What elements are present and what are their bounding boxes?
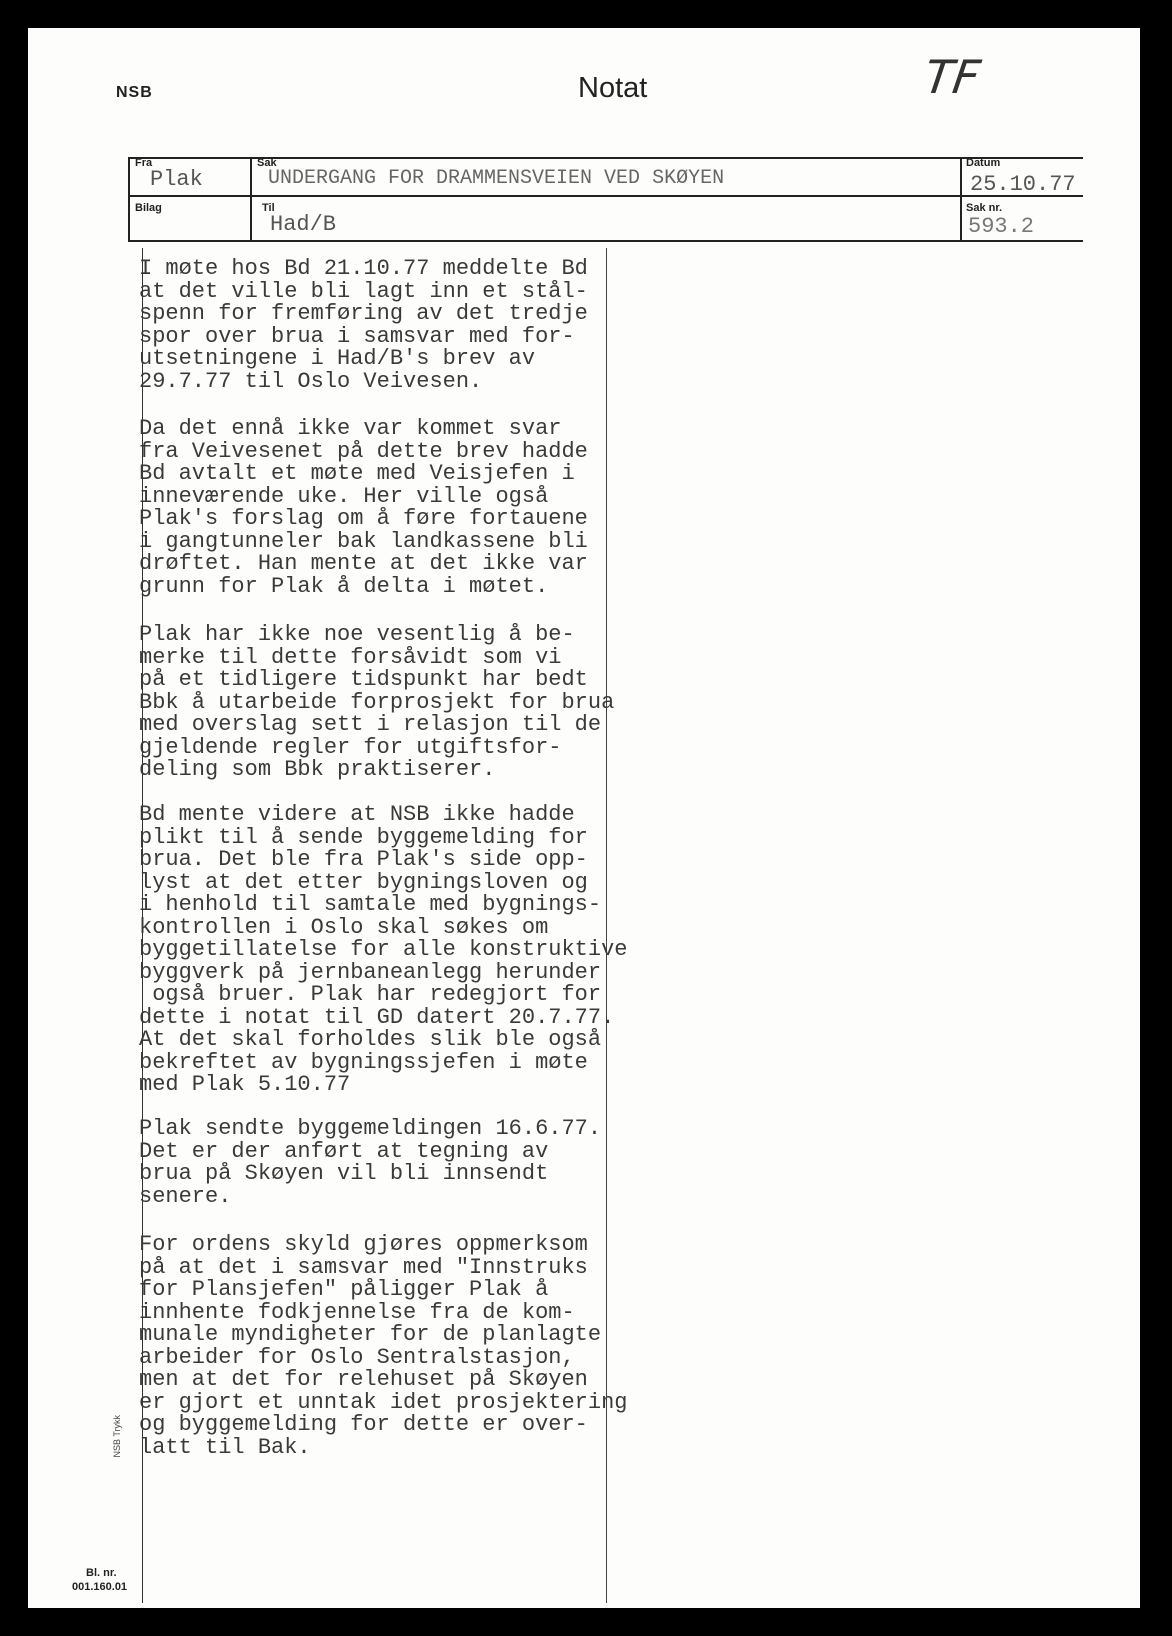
paragraph: For ordens skyld gjøres oppmerksom på at det i samsvar med "Innstruks for Plansjefen" påligger Plak å innhente fodkjennelse fra de kom- munale myndigheter for de planlagte arbeider for Oslo Sentralstasjon, men at det for relehuset på Skøyen er gjort et unntak idet prosjektering og byggemelding for dette er over- latt til Bak. (139, 1232, 628, 1460)
form-number-label: Bl. nr. (86, 1567, 117, 1579)
subject-value: UNDERGANG FOR DRAMMENSVEIEN VED SKØYEN (268, 167, 725, 190)
date-value: 25.10.77 (970, 172, 1076, 197)
paragraph: Plak har ikke noe vesentlig å be- merke til dette forsåvidt som vi på et tidligere tidspunkt har bedt Bbk å utarbeide forprosjekt for brua med overslag sett i relasjon til de gjeldende regler for utgiftsfor- deling som Bbk praktiserer. (139, 622, 615, 782)
case-number-value: 593.2 (968, 214, 1035, 239)
grid-line-bottom (128, 240, 1083, 242)
from-label: Fra (135, 157, 153, 169)
paragraph: Da det ennå ikke var kommet svar fra Veivesenet på dette brev hadde Bd avtalt et møte med Veisjefen i inneværende uke. Her ville også Plak's forslag om å føre fortauene i gangtunneler bak landkassene bli drøftet. Han mente at det ikke var grunn for Plak å delta i møtet. (139, 416, 588, 599)
subject-label: Sak (257, 157, 277, 169)
handwritten-initials: TF (921, 50, 984, 104)
grid-line-left (128, 157, 130, 242)
paragraph: Bd mente videre at NSB ikke hadde plikt til å sende byggemelding for brua. Det ble fra Plak's side opp- lyst at det etter bygningsloven og i henhold til samtale med bygnings- kontrollen i Oslo skal søkes om byggetillatelse for alle konstruktive byggverk på jernbaneanlegg herunder også bruer. Plak har redegjort for dette i notat til GD datert 20.7.77. At det skal forholdes slik ble også bekreftet av bygningssjefen i møte med Plak 5.10.77 (139, 802, 628, 1097)
case-number-label: Sak nr. (966, 202, 1003, 214)
document-title: Notat (578, 72, 648, 104)
date-label: Datum (966, 157, 1001, 169)
grid-line-middle (128, 195, 1083, 197)
organization-name: NSB (116, 84, 153, 101)
to-label: Til (262, 202, 275, 214)
to-value: Had/B (270, 212, 337, 237)
paragraph: Plak sendte byggemeldingen 16.6.77. Det er der anført at tegning av brua på Skøyen vil bli innsendt senere. (139, 1116, 602, 1209)
from-value: Plak (150, 167, 203, 192)
form-number: 001.160.01 (72, 1581, 128, 1593)
grid-line-divider-1 (250, 157, 252, 242)
grid-line-divider-2 (960, 157, 962, 242)
attachment-label: Bilag (135, 202, 162, 214)
paragraph: I møte hos Bd 21.10.77 meddelte Bd at det ville bli lagt inn et stål- spenn for fremføring av det tredje spor over brua i samsvar med for- utsetningene i Had/B's brev av 29.7.77 til Oslo Veivesen. (139, 256, 588, 394)
printer-mark: NSB Trykk (112, 1415, 122, 1458)
